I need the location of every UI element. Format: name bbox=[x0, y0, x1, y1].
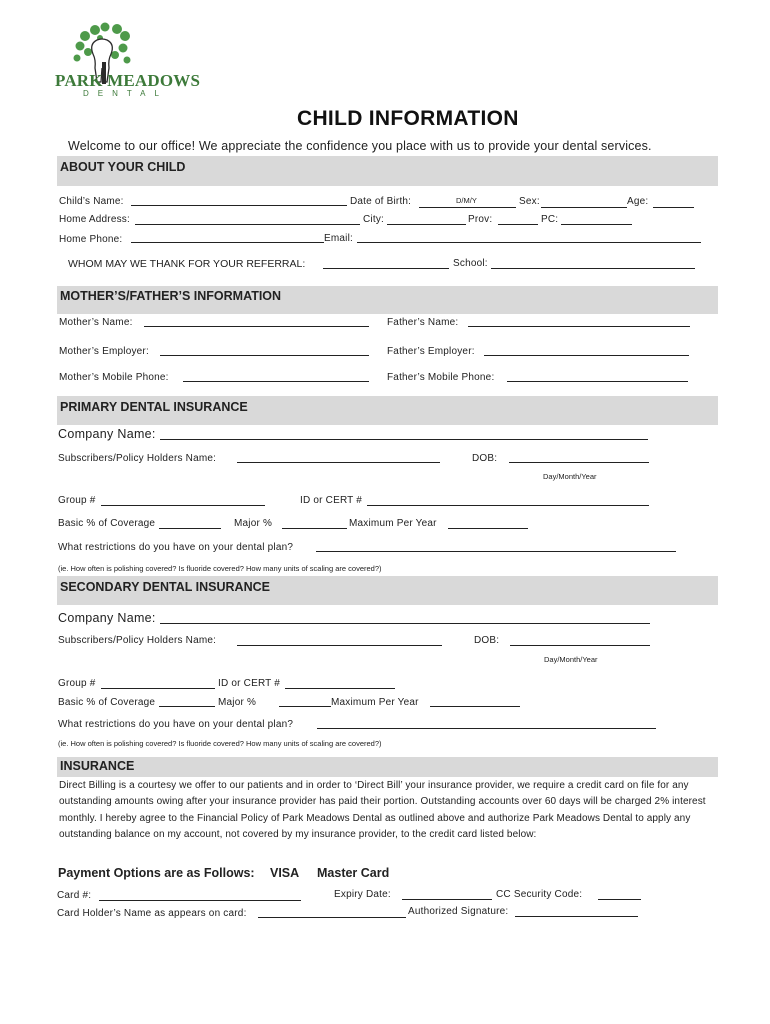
payment-label: Payment Options are as Follows: bbox=[58, 866, 255, 880]
major-field[interactable] bbox=[282, 528, 347, 529]
label-major: Major % bbox=[234, 518, 273, 529]
fathers-employer-field[interactable] bbox=[484, 355, 689, 356]
dob-field[interactable] bbox=[510, 645, 650, 646]
basic-field[interactable] bbox=[159, 528, 221, 529]
label-max: Maximum Per Year bbox=[331, 697, 419, 708]
dob-hint: Day/Month/Year bbox=[543, 472, 597, 481]
restrictions-note: (ie. How often is polishing covered? Is fluoride covered? How many units of scaling are covered?) bbox=[58, 564, 382, 573]
age-field[interactable] bbox=[653, 207, 694, 208]
label-referral: WHOM MAY WE THANK FOR YOUR REFERRAL: bbox=[68, 258, 306, 270]
label-major: Major % bbox=[218, 697, 257, 708]
label-holder: Card Holder’s Name as appears on card: bbox=[57, 908, 247, 919]
restrictions-note: (ie. How often is polishing covered? Is fluoride covered? How many units of scaling are covered?) bbox=[58, 739, 382, 748]
prov-field[interactable] bbox=[498, 224, 538, 225]
section-title: INSURANCE bbox=[60, 759, 135, 773]
email-field[interactable] bbox=[357, 242, 701, 243]
home-phone-field[interactable] bbox=[131, 242, 324, 243]
logo-name: PARK MEADOWS bbox=[55, 71, 201, 90]
city-field[interactable] bbox=[387, 224, 466, 225]
basic-field[interactable] bbox=[159, 706, 215, 707]
id-cert-field[interactable] bbox=[285, 688, 395, 689]
label-company: Company Name: bbox=[58, 427, 156, 441]
fathers-mobile-field[interactable] bbox=[507, 381, 688, 382]
section-header-about bbox=[57, 156, 718, 186]
label-expiry: Expiry Date: bbox=[334, 889, 391, 900]
label-max: Maximum Per Year bbox=[349, 518, 437, 529]
label-subscriber: Subscribers/Policy Holders Name: bbox=[58, 453, 217, 464]
label-group: Group # bbox=[58, 678, 96, 689]
subscriber-field[interactable] bbox=[237, 645, 442, 646]
label-dob: Date of Birth: bbox=[350, 196, 412, 207]
label-dob: DOB: bbox=[472, 453, 498, 464]
group-field[interactable] bbox=[101, 688, 215, 689]
holder-field[interactable] bbox=[258, 917, 406, 918]
school-field[interactable] bbox=[491, 268, 695, 269]
label-basic: Basic % of Coverage bbox=[58, 518, 156, 529]
label-mothers-mobile: Mother’s Mobile Phone: bbox=[59, 372, 169, 383]
pc-field[interactable] bbox=[561, 224, 632, 225]
subscriber-field[interactable] bbox=[237, 462, 440, 463]
fathers-name-field[interactable] bbox=[468, 326, 690, 327]
insurance-paragraph: Direct Billing is a courtesy we offer to our patients and in order to ‘Direct Bill’ your insurance provider, we require a credit card on file for any outstanding amounts owing after your insurance provider has paid their portion. Outstanding accounts over 60 days will be charged 2% interest monthly. I hereby agree to the Financial Policy of Park Meadows Dental as outlined above and authorize Park Meadows Dental to apply any outstanding balance on my account, not covered by my insurance provider, to the credit card listed below: bbox=[59, 780, 706, 841]
max-field[interactable] bbox=[448, 528, 528, 529]
payment-mastercard: Master Card bbox=[317, 866, 390, 880]
company-field[interactable] bbox=[160, 623, 650, 624]
label-restrictions: What restrictions do you have on your dental plan? bbox=[58, 542, 294, 553]
section-header-parents bbox=[57, 286, 718, 314]
label-prov: Prov: bbox=[468, 214, 493, 225]
label-cc-code: CC Security Code: bbox=[496, 889, 583, 900]
restrictions-field[interactable] bbox=[316, 551, 676, 552]
label-company: Company Name: bbox=[58, 611, 156, 625]
childs-name-field[interactable] bbox=[131, 205, 347, 206]
page-title: CHILD INFORMATION bbox=[297, 107, 519, 130]
label-id-cert: ID or CERT # bbox=[218, 678, 281, 689]
section-header-secondary bbox=[57, 576, 718, 605]
section-title: MOTHER’S/FATHER’S INFORMATION bbox=[60, 289, 282, 303]
expiry-field[interactable] bbox=[402, 899, 492, 900]
label-restrictions: What restrictions do you have on your dental plan? bbox=[58, 719, 294, 730]
label-group: Group # bbox=[58, 495, 96, 506]
home-address-field[interactable] bbox=[135, 224, 360, 225]
logo-sub: DENTAL bbox=[83, 89, 168, 98]
section-header-insurance bbox=[57, 757, 718, 777]
dob-hint: Day/Month/Year bbox=[544, 655, 598, 664]
section-title: PRIMARY DENTAL INSURANCE bbox=[60, 400, 248, 414]
label-sex: Sex: bbox=[519, 196, 540, 207]
label-home-phone: Home Phone: bbox=[59, 234, 123, 245]
label-signature: Authorized Signature: bbox=[408, 906, 509, 917]
card-number-field[interactable] bbox=[99, 900, 301, 901]
label-city: City: bbox=[363, 214, 384, 225]
sex-field[interactable] bbox=[541, 207, 627, 208]
logo bbox=[55, 22, 201, 100]
label-basic: Basic % of Coverage bbox=[58, 697, 156, 708]
label-card-number: Card #: bbox=[57, 890, 92, 901]
section-title: SECONDARY DENTAL INSURANCE bbox=[60, 580, 270, 594]
label-fathers-mobile: Father’s Mobile Phone: bbox=[387, 372, 495, 383]
label-fathers-name: Father’s Name: bbox=[387, 317, 459, 328]
welcome-text: Welcome to our office! We appreciate the confidence you place with us to provide your dental services. bbox=[68, 139, 652, 153]
restrictions-field[interactable] bbox=[317, 728, 656, 729]
company-field[interactable] bbox=[160, 439, 648, 440]
mothers-name-field[interactable] bbox=[144, 326, 369, 327]
label-subscriber: Subscribers/Policy Holders Name: bbox=[58, 635, 217, 646]
max-field[interactable] bbox=[430, 706, 520, 707]
label-school: School: bbox=[453, 258, 488, 269]
label-home-address: Home Address: bbox=[59, 214, 130, 225]
label-mothers-employer: Mother’s Employer: bbox=[59, 346, 149, 357]
major-field[interactable] bbox=[279, 706, 331, 707]
section-header-primary bbox=[57, 396, 718, 425]
label-age: Age: bbox=[627, 196, 649, 207]
signature-field[interactable] bbox=[515, 916, 638, 917]
label-pc: PC: bbox=[541, 214, 559, 225]
label-mothers-name: Mother’s Name: bbox=[59, 317, 133, 328]
payment-visa: VISA bbox=[270, 866, 300, 880]
dob-hint: D/M/Y bbox=[456, 196, 477, 205]
referral-field[interactable] bbox=[323, 268, 449, 269]
label-id-cert: ID or CERT # bbox=[300, 495, 363, 506]
label-dob: DOB: bbox=[474, 635, 500, 646]
mothers-employer-field[interactable] bbox=[160, 355, 369, 356]
mothers-mobile-field[interactable] bbox=[183, 381, 369, 382]
dob-field[interactable] bbox=[509, 462, 649, 463]
label-fathers-employer: Father’s Employer: bbox=[387, 346, 475, 357]
id-cert-field[interactable] bbox=[367, 505, 649, 506]
section-title: ABOUT YOUR CHILD bbox=[60, 160, 186, 174]
label-email: Email: bbox=[324, 233, 353, 244]
dob-field[interactable] bbox=[419, 207, 516, 208]
cc-code-field[interactable] bbox=[598, 899, 641, 900]
group-field[interactable] bbox=[101, 505, 265, 506]
label-childs-name: Child’s Name: bbox=[59, 196, 124, 207]
